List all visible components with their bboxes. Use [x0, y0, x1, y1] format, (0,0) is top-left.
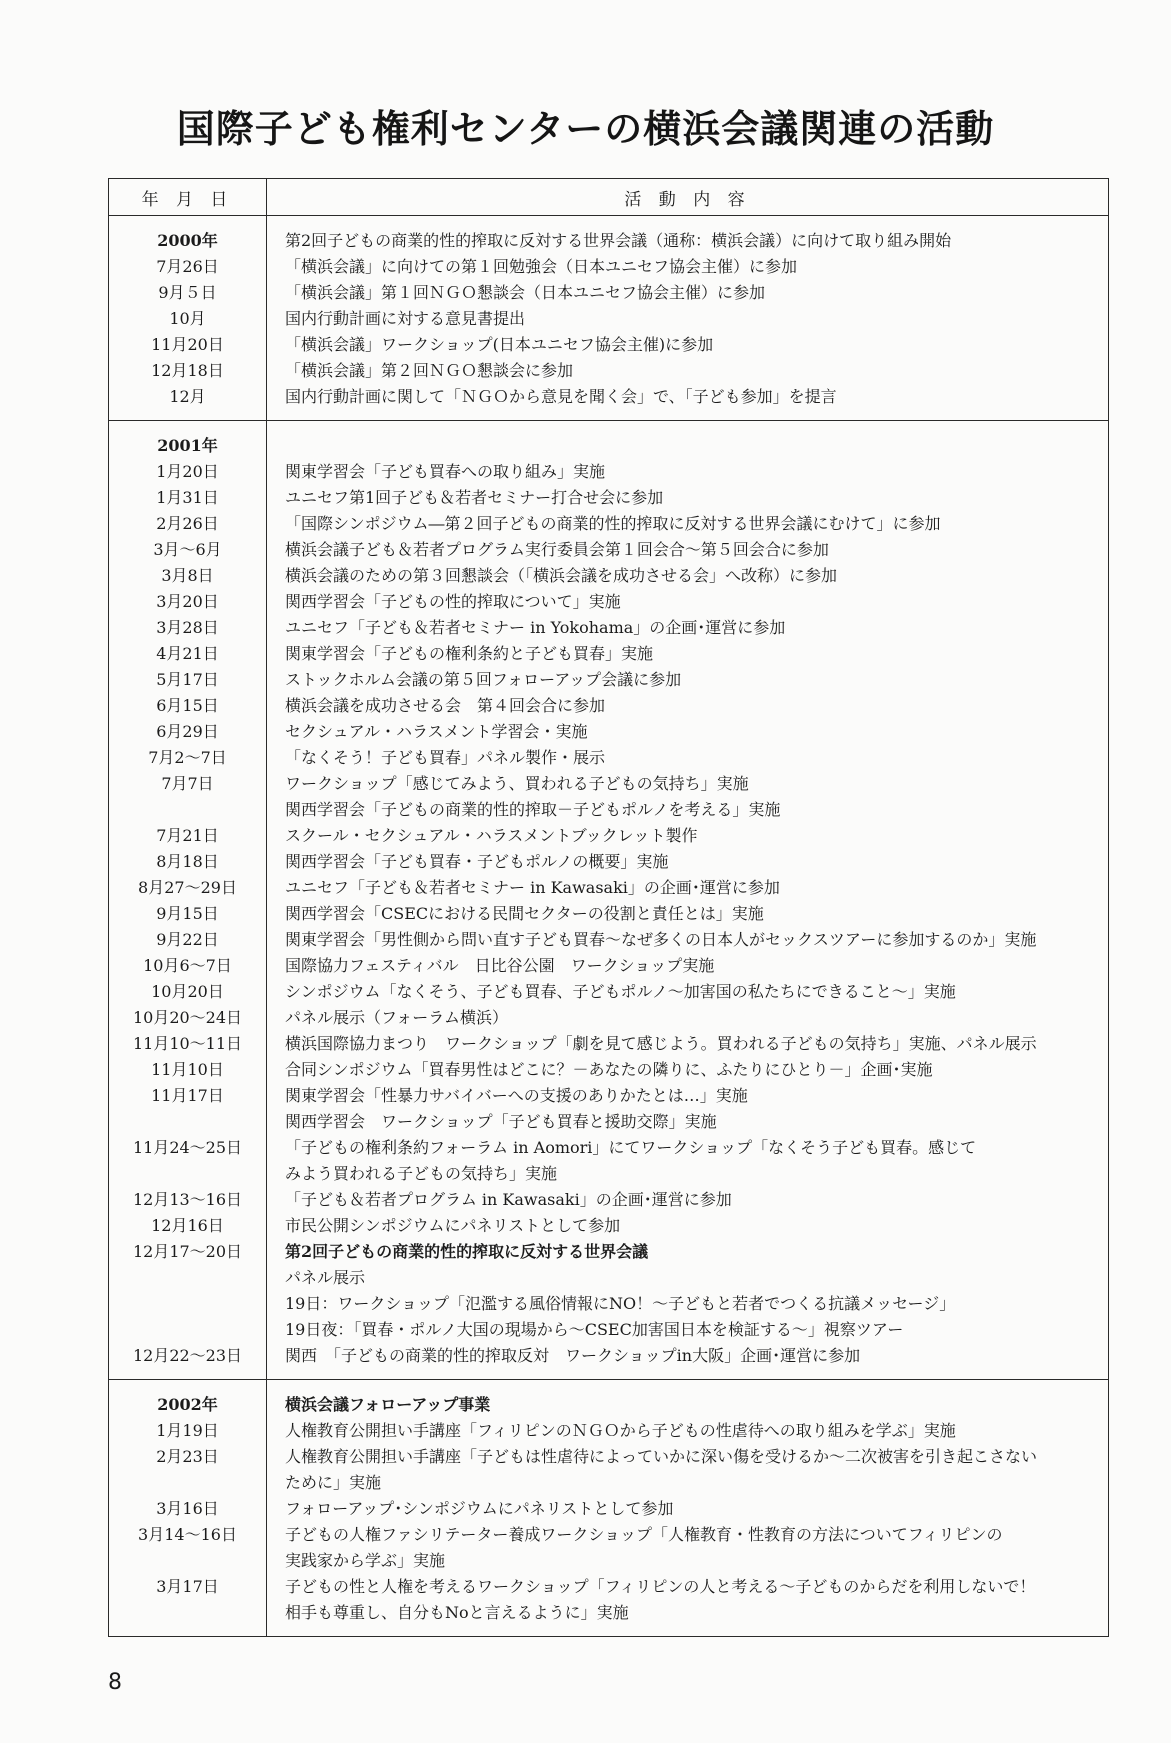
- activity-text: 横浜会議フォローアップ事業: [285, 1395, 491, 1414]
- date-label: 11月10～11日: [132, 1034, 243, 1053]
- date-column: [109, 216, 267, 421]
- activity-text: 関東学習会「子ども買春への取り組み」実施: [285, 462, 606, 481]
- activity-text-continued: ために」実施: [285, 1473, 382, 1492]
- table-body: [109, 216, 1109, 1637]
- activity-text: ユニセフ「子ども＆若者セミナー in Kawasaki」の企画･運営に参加: [285, 878, 780, 897]
- date-label: 2月26日: [156, 514, 219, 533]
- content-column: [267, 1380, 1109, 1637]
- activity-text: 関西学習会「子どもの性的搾取について」実施: [285, 592, 621, 611]
- table-header-row: [109, 179, 1109, 216]
- activity-text: 国内行動計画に関して「ＮＧＯから意見を聞く会」で、「子ども参加」を提言: [285, 387, 837, 406]
- activity-text: 19日夜：「買春・ポルノ大国の現場から～CSEC加害国日本を検証する～」視察ツアー: [285, 1320, 904, 1339]
- activity-text: ユニセフ第1回子ども＆若者セミナー打合せ会に参加: [285, 488, 664, 507]
- date-label: 11月17日: [151, 1086, 224, 1105]
- content-column: [267, 421, 1109, 1380]
- year-label: 2002年: [157, 1395, 218, 1414]
- activity-text: 人権教育公開担い手講座「子どもは性虐待によっていかに深い傷を受けるか～二次被害を引き起こさない: [285, 1447, 1038, 1466]
- activity-text: 関東学習会「男性側から問い直す子ども買春～なぜ多くの日本人がセックスツアーに参加するのか」実施: [285, 930, 1037, 949]
- date-label: 9月22日: [156, 930, 219, 949]
- activity-text: パネル展示（フォーラム横浜）: [285, 1008, 509, 1027]
- date-column: [109, 421, 267, 1380]
- date-label: 4月21日: [156, 644, 219, 663]
- year-section: [109, 1380, 1109, 1637]
- activity-text: ストックホルム会議の第５回フォローアップ会議に参加: [285, 670, 682, 689]
- activity-text: 人権教育公開担い手講座「フィリピンのＮＧＯから子どもの性虐待への取り組みを学ぶ」実施: [285, 1421, 956, 1440]
- activity-text: 「子どもの権利条約フォーラム in Aomori」にてワークショップ「なくそう子ども買春。感じて: [285, 1138, 977, 1157]
- date-label: 3月28日: [156, 618, 219, 637]
- date-label: 3月20日: [156, 592, 219, 611]
- activity-text-continued: みよう買われる子どもの気持ち」実施: [285, 1164, 558, 1183]
- activity-text: 「横浜会議」第２回ＮＧＯ懇談会に参加: [285, 361, 574, 380]
- date-label: 12月: [169, 387, 206, 406]
- activity-text: 第2回子どもの商業的性的搾取に反対する世界会議（通称：横浜会議）に向けて取り組み開始: [285, 231, 952, 250]
- date-label: 3月16日: [156, 1499, 219, 1518]
- date-label: 6月15日: [156, 696, 219, 715]
- date-label: [109, 1265, 266, 1291]
- date-label: 9月５日: [158, 283, 217, 302]
- date-label: 11月20日: [151, 335, 224, 354]
- activity-text: 第2回子どもの商業的性的搾取に反対する世界会議: [285, 1242, 649, 1261]
- date-label: 7月2～7日: [148, 748, 227, 767]
- activity-text: 子どもの人権ファシリテーター養成ワークショップ「人権教育・性教育の方法についてフィリピンの: [285, 1525, 1003, 1544]
- activity-text: [285, 433, 1100, 459]
- year-label: 2001年: [157, 436, 218, 455]
- page-number: 8: [108, 1670, 122, 1695]
- activity-text: 「なくそう！子ども買春」パネル製作・展示: [285, 748, 606, 767]
- activity-text: 「横浜会議」ワークショップ(日本ユニセフ協会主催)に参加: [285, 335, 714, 354]
- date-label: 1月19日: [156, 1421, 219, 1440]
- activity-text: 関西学習会「子どもの商業的性的搾取－子どもポルノを考える」実施: [285, 800, 781, 819]
- year-section: [109, 421, 1109, 1380]
- date-label: [109, 1291, 266, 1317]
- activity-text: パネル展示: [285, 1268, 366, 1287]
- activity-text: 横浜国際協力まつり ワークショップ「劇を見て感じよう。買われる子どもの気持ち」実施、パネル展示: [285, 1034, 1037, 1053]
- date-spacer: [109, 1600, 266, 1626]
- date-label: 7月7日: [161, 774, 214, 793]
- activity-text: フォローアップ･シンポジウムにパネリストとして参加: [285, 1499, 674, 1518]
- activity-text-continued: 実践家から学ぶ」実施: [285, 1551, 446, 1570]
- date-label: 10月: [169, 309, 206, 328]
- year-section: [109, 216, 1109, 421]
- activity-text: 国際協力フェスティバル 日比谷公園 ワークショップ実施: [285, 956, 715, 975]
- header-content: 活 動 内 容: [267, 179, 1109, 216]
- date-label: 7月26日: [156, 257, 219, 276]
- date-label: 2月23日: [156, 1447, 219, 1466]
- activity-text: ユニセフ「子ども＆若者セミナー in Yokohama」の企画･運営に参加: [285, 618, 786, 637]
- activity-text: スクール・セクシュアル・ハラスメントブックレット製作: [285, 826, 698, 845]
- date-label: 6月29日: [156, 722, 219, 741]
- activity-text: 関西 「子どもの商業的性的搾取反対 ワークショップin大阪」企画･運営に参加: [285, 1346, 861, 1365]
- activity-table: [108, 178, 1109, 1637]
- date-label: 12月17～20日: [132, 1242, 243, 1261]
- date-label: 8月18日: [156, 852, 219, 871]
- activity-text: 関西学習会「CSECにおける民間セクターの役割と責任とは」実施: [285, 904, 764, 923]
- activity-text: ワークショップ「感じてみよう、買われる子どもの気持ち」実施: [285, 774, 749, 793]
- date-label: 5月17日: [156, 670, 219, 689]
- activity-text: 合同シンポジウム「買春男性はどこに？－あなたの隣りに、ふたりにひとり－」企画･実施: [285, 1060, 933, 1079]
- year-label: 2000年: [157, 231, 218, 250]
- activity-text: 「子ども＆若者プログラム in Kawasaki」の企画･運営に参加: [285, 1190, 732, 1209]
- activity-text: シンポジウム「なくそう、子ども買春、子どもポルノ～加害国の私たちにできること～」実施: [285, 982, 956, 1001]
- date-label: [109, 1317, 266, 1343]
- activity-text: 横浜会議子ども＆若者プログラム実行委員会第１回会合～第５回会合に参加: [285, 540, 829, 559]
- activity-text: 関西学習会 ワークショップ「子ども買春と援助交際」実施: [285, 1112, 717, 1131]
- date-label: 11月10日: [151, 1060, 224, 1079]
- activity-text: 子どもの性と人権を考えるワークショップ「フィリピンの人と考える～子どものからだを利用しないで！: [285, 1577, 1036, 1596]
- date-label: [109, 1109, 266, 1135]
- date-label: 7月21日: [156, 826, 219, 845]
- activity-text: 横浜会議を成功させる会 第４回会合に参加: [285, 696, 606, 715]
- date-spacer: [109, 1548, 266, 1574]
- date-label: 10月20～24日: [132, 1008, 243, 1027]
- date-spacer: [109, 1470, 266, 1496]
- activity-text: 「横浜会議」第１回ＮＧＯ懇談会（日本ユニセフ協会主催）に参加: [285, 283, 766, 302]
- date-label: 1月20日: [156, 462, 219, 481]
- date-label: 3月14～16日: [138, 1525, 237, 1544]
- activity-text: 関東学習会「子どもの権利条約と子ども買春」実施: [285, 644, 654, 663]
- activity-text: 関東学習会「性暴力サバイバーへの支援のありかたとは…」実施: [285, 1086, 748, 1105]
- activity-text-continued: 相手も尊重し、自分もNoと言えるように」実施: [285, 1603, 629, 1622]
- activity-text: 「横浜会議」に向けての第１回勉強会（日本ユニセフ協会主催）に参加: [285, 257, 798, 276]
- date-label: 3月17日: [156, 1577, 219, 1596]
- date-label: 3月～6月: [153, 540, 222, 559]
- date-spacer: [109, 1161, 266, 1187]
- date-label: 8月27～29日: [138, 878, 237, 897]
- activity-text: 「国際シンポジウム―第２回子どもの商業的性的搾取に反対する世界会議にむけて」に参加: [285, 514, 941, 533]
- date-label: 12月18日: [151, 361, 224, 380]
- date-label: 12月16日: [151, 1216, 224, 1235]
- date-label: 11月24～25日: [132, 1138, 243, 1157]
- activity-text: 19日：ワークショップ「氾濫する風俗情報にNO！～子どもと若者でつくる抗議メッセージ」: [285, 1294, 956, 1313]
- page-title: 国際子ども権利センターの横浜会議関連の活動: [176, 107, 995, 151]
- date-label: 10月6～7日: [143, 956, 232, 975]
- date-label: 1月31日: [156, 488, 219, 507]
- date-label: 9月15日: [156, 904, 219, 923]
- activity-text: 関西学習会「子ども買春・子どもポルノの概要」実施: [285, 852, 669, 871]
- date-column: [109, 1380, 267, 1637]
- date-label: 12月13～16日: [132, 1190, 243, 1209]
- content-column: [267, 216, 1109, 421]
- header-date: 年 月 日: [109, 179, 267, 216]
- date-label: 3月8日: [161, 566, 214, 585]
- activity-text: 横浜会議のための第３回懇談会（「横浜会議を成功させる会」へ改称）に参加: [285, 566, 838, 585]
- date-label: [109, 797, 266, 823]
- activity-text: 市民公開シンポジウムにパネリストとして参加: [285, 1216, 621, 1235]
- date-label: 12月22～23日: [132, 1346, 243, 1365]
- activity-text: セクシュアル・ハラスメント学習会・実施: [285, 722, 588, 741]
- date-label: 10月20日: [151, 982, 224, 1001]
- activity-text: 国内行動計画に対する意見書提出: [285, 309, 526, 328]
